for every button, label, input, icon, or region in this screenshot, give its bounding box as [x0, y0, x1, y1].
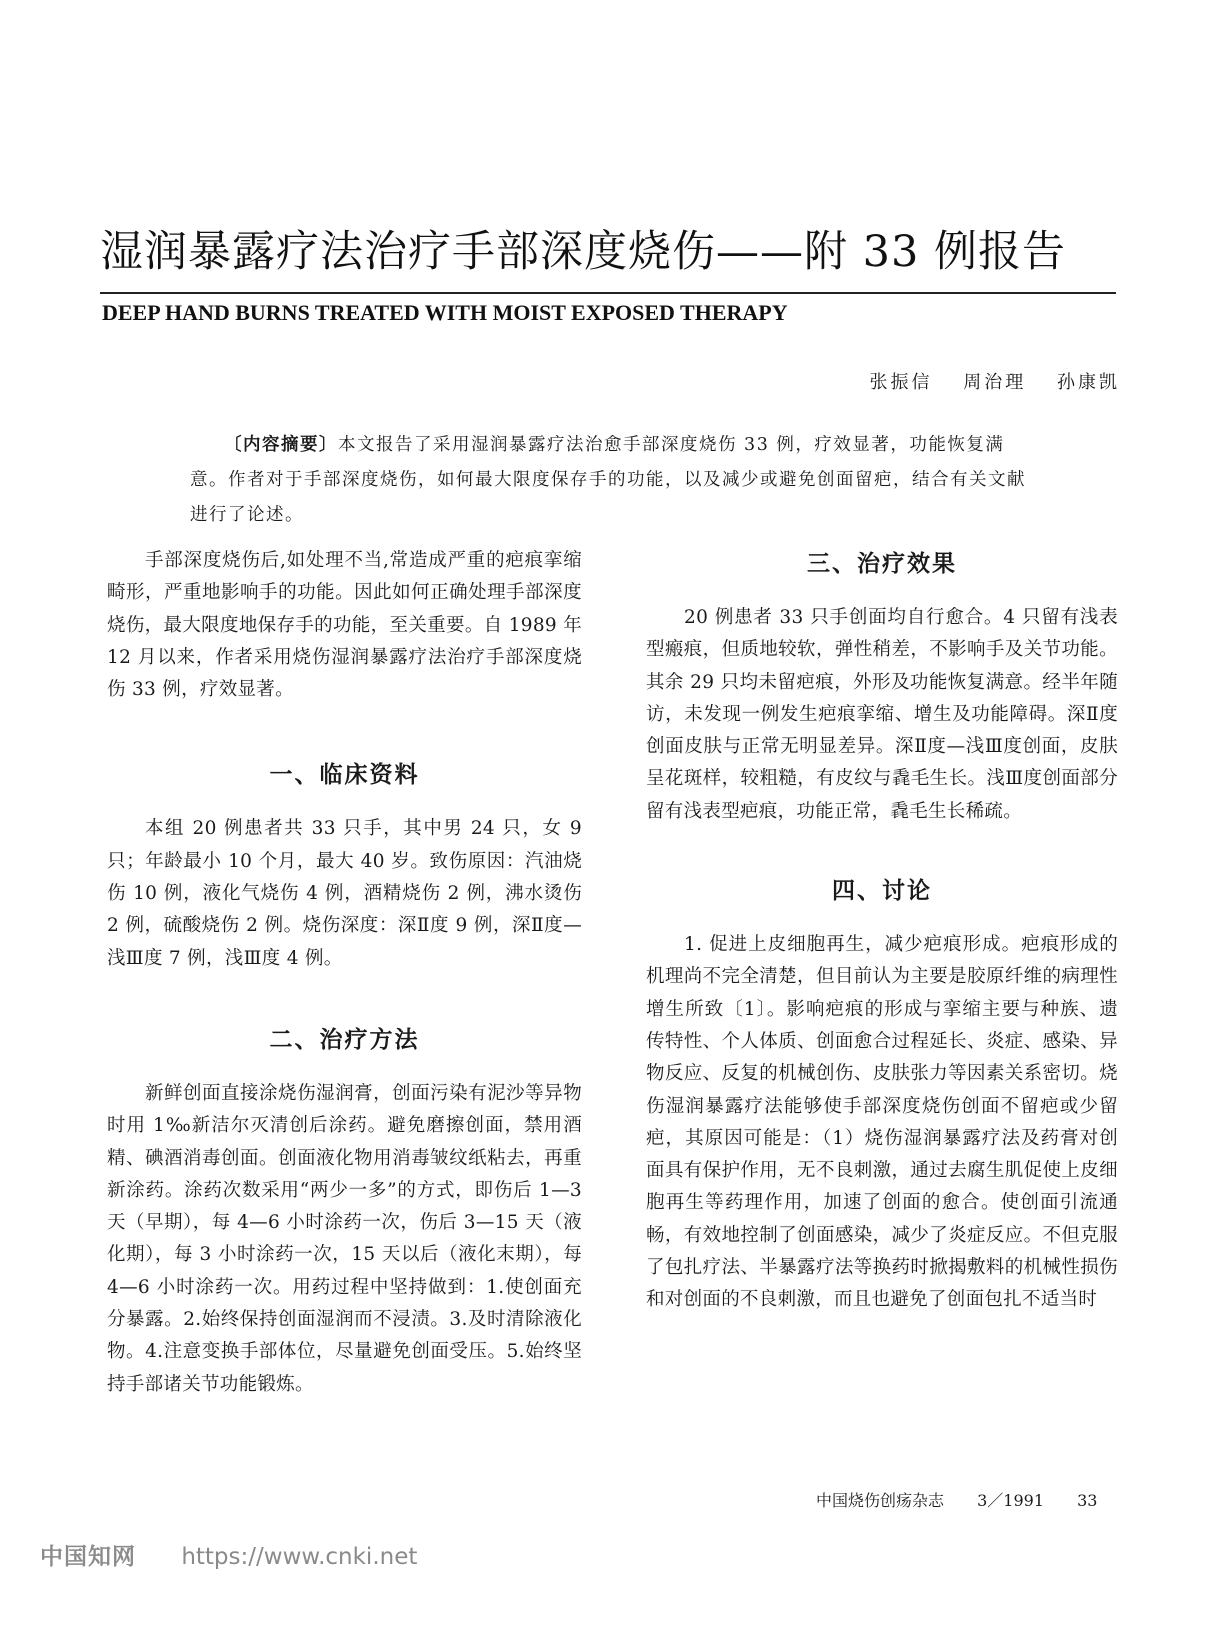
- page-footer: [816, 1488, 1125, 1511]
- abstract: [190, 428, 1035, 533]
- cnki-logo: 中国知网: [40, 1544, 136, 1570]
- author-name: 周治理: [963, 372, 1027, 393]
- paper-title-zh: 湿润暴露疗法治疗手部深度烧伤——附 33 例报告: [100, 227, 1067, 277]
- paper-title-en: DEEP HAND BURNS TREATED WITH MOIST EXPOSED THERAPY: [102, 300, 788, 325]
- clinical-paragraph: 本组 20 例患者共 33 只手，其中男 24 只，女 9 只；年龄最小 10 个月，最大 40 岁。致伤原因：汽油烧伤 10 例，液化气烧伤 4 例，酒精烧伤 2 例，沸水烫伤 2 例，硫酸烧伤 2 例。烧伤深度：深Ⅱ度 9 例，深Ⅱ度—浅Ⅲ度 7 例，浅Ⅲ度 4 例。: [107, 818, 582, 969]
- section-heading-method: 二、治疗方法: [269, 1026, 420, 1053]
- intro-paragraph: 手部深度烧伤后,如处理不当,常造成严重的疤痕挛缩畸形，严重地影响手的功能。因此如何正确处理手部深度烧伤，最大限度地保存手的功能，至关重要。自 1989 年 12 月以来，作者采用烧伤湿润暴露疗法治疗手部深度烧伤 33 例，疗效显著。: [107, 550, 582, 701]
- cnki-url: https://www.cnki.net: [181, 1544, 418, 1570]
- abstract-text: 本文报告了采用湿润暴露疗法治愈手部深度烧伤 33 例，疗效显著，功能恢复满意。作者对于手部深度烧伤，如何最大限度保存手的功能，以及减少或避免创面留疤，结合有关文献进行了论述。: [190, 435, 1026, 525]
- title-divider: [100, 292, 1116, 294]
- method-paragraph: 新鲜创面直接涂烧伤湿润膏，创面污染有泥沙等异物时用 1‰新洁尔灭清创后涂药。避免磨擦创面，禁用酒精、碘酒消毒创面。创面液化物用消毒皱纹纸粘去，再重新涂药。涂药次数采用“两少一多”的方式，即伤后 1—3 天（早期），每 4—6 小时涂药一次，伤后 3—15 天（液化期），每 3 小时涂药一次，15 天以后（液化末期），每 4—6 小时涂药一次。用药过程中坚持做到：1.使创面充分暴露。2.始终保持创面湿润而不浸渍。3.及时清除液化物。4.注意变换手部体位，尽量避免创面受压。5.始终坚持手部诸关节功能锻炼。: [107, 1082, 582, 1395]
- journal-name: 中国烧伤创疡杂志: [816, 1491, 945, 1510]
- section-heading-discussion: 四、讨论: [832, 878, 932, 905]
- page-number: 33: [1077, 1491, 1098, 1510]
- discussion-paragraph: 1. 促进上皮细胞再生，减少疤痕形成。疤痕形成的机理尚不完全清楚，但目前认为主要是胶原纤维的病理性增生所致〔1〕。影响疤痕的形成与挛缩主要与种族、遗传特性、个人体质、创面愈合过程延长、炎症、感染、异物反应、反复的机械创伤、皮肤张力等因素关系密切。烧伤湿润暴露疗法能够使手部深度烧伤创面不留疤或少留疤，其原因可能是：（1）烧伤湿润暴露疗法及药膏对创面具有保护作用，无不良刺激，通过去腐生肌促使上皮细胞再生等药理作用，加速了创面的愈合。使创面引流通畅，有效地控制了创面感染，减少了炎症反应。不但克服了包扎疗法、半暴露疗法等换药时掀揭敷料的机械性损伤和对创面的不良刺激，而且也避免了创面包扎不适当时: [646, 934, 1118, 1311]
- author-list: [848, 368, 1120, 394]
- results-paragraph: 20 例患者 33 只手创面均自行愈合。4 只留有浅表型瘢痕，但质地较软，弹性稍差，不影响手及关节功能。其余 29 只均未留疤痕，外形及功能恢复满意。经半年随访，未发现一例发生疤痕挛缩、增生及功能障碍。深Ⅱ度创面皮肤与正常无明显差异。深Ⅱ度—浅Ⅲ度创面，皮肤呈花斑样，较粗糙，有皮纹与毳毛生长。浅Ⅲ度创面部分留有浅表型疤痕，功能正常，毳毛生长稀疏。: [646, 607, 1118, 822]
- cnki-watermark: [40, 1538, 417, 1571]
- section-heading-results: 三、治疗效果: [807, 551, 957, 577]
- left-column: [107, 545, 582, 1401]
- author-name: 孙康凯: [1057, 372, 1120, 393]
- author-name: 张振信: [869, 372, 933, 393]
- right-column: [646, 545, 1118, 1317]
- section-heading-clinical: 一、临床资料: [269, 762, 420, 789]
- abstract-label: 〔内容摘要〕: [224, 435, 338, 455]
- journal-issue: 3／1991: [977, 1491, 1045, 1510]
